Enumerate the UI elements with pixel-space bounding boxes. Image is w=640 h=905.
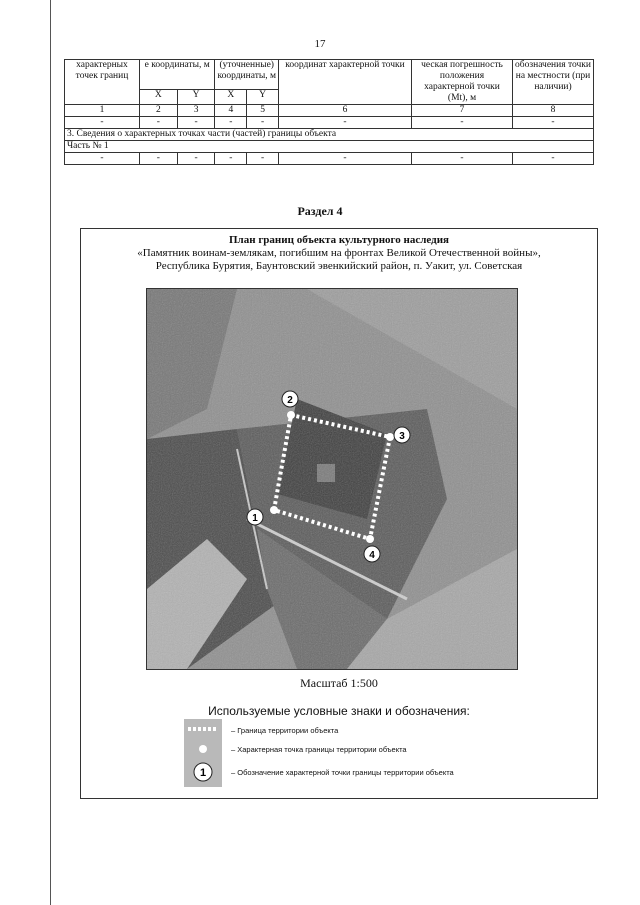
table-cell: - — [412, 153, 513, 165]
boundary-point-1 — [270, 506, 278, 514]
point-label-4: 4 — [369, 550, 375, 561]
margin-line — [50, 0, 51, 905]
table-header-cell: е координаты, м — [140, 60, 215, 90]
legend-item: – Обозначение характерной точки границы территории объекта — [231, 768, 454, 777]
point-label-2: 2 — [287, 395, 293, 406]
table-row — [65, 141, 594, 153]
map-image — [147, 289, 517, 669]
table-cell: - — [215, 153, 247, 165]
table-cell: 4 — [215, 105, 247, 117]
plan-subtitle-line: «Памятник воинам-землякам, погибшим на фронтах Великой Отечественной войны», — [137, 247, 541, 259]
table-row — [65, 129, 594, 141]
table-cell: - — [513, 117, 594, 129]
table-cell: - — [513, 153, 594, 165]
point-label-1: 1 — [252, 513, 258, 524]
table-cell: 1 — [65, 105, 140, 117]
table-cell: 3 — [177, 105, 215, 117]
table-cell: - — [215, 117, 247, 129]
plan-title: План границ объекта культурного наследия — [229, 234, 449, 246]
table-cell: - — [247, 153, 279, 165]
table-row — [65, 117, 594, 129]
coordinates-table — [64, 59, 594, 165]
table-cell: - — [279, 153, 412, 165]
table-cell: - — [140, 117, 178, 129]
table-section-heading: 3. Сведения о характерных точках части (частей) границы объекта — [65, 129, 594, 141]
table-cell: 7 — [412, 105, 513, 117]
table-cell: - — [177, 153, 215, 165]
boundary-plan — [80, 228, 598, 799]
table-part-label: Часть № 1 — [65, 141, 594, 153]
boundary-point-3 — [386, 433, 394, 441]
table-header-cell: обозначения точки на местности (при наличии) — [513, 60, 594, 105]
table-cell: 6 — [279, 105, 412, 117]
table-cell: - — [177, 117, 215, 129]
boundary-point-2 — [287, 411, 295, 419]
table-sub-y: Y — [247, 89, 279, 104]
table-cell: - — [65, 153, 140, 165]
legend-symbols — [184, 719, 222, 787]
legend-title: Используемые условные знаки и обозначения: — [208, 704, 470, 718]
table-cell: 8 — [513, 105, 594, 117]
legend-marker-number: 1 — [199, 767, 207, 779]
table-cell: - — [247, 117, 279, 129]
table-header-cell: ческая погрешность положения характерной точки (Mt), м — [412, 60, 513, 105]
table-row — [65, 105, 594, 117]
table-header-cell: характерных точек границ — [65, 60, 140, 105]
table-header-row — [65, 60, 594, 90]
table-sub-y: Y — [177, 89, 215, 104]
boundary-point-4 — [366, 535, 374, 543]
legend-item: – Граница территории объекта — [231, 726, 339, 735]
point-label-3: 3 — [399, 431, 405, 442]
table-cell: 5 — [247, 105, 279, 117]
table-sub-x: X — [215, 89, 247, 104]
aerial-map — [146, 288, 518, 670]
plan-subtitle-line: Республика Бурятия, Баунтовский эвенкийский район, п. Уакит, ул. Советская — [155, 260, 523, 272]
section-title: Раздел 4 — [297, 204, 343, 218]
table-cell: 2 — [140, 105, 178, 117]
table-cell: - — [140, 153, 178, 165]
map-scale: Масштаб 1:500 — [300, 676, 378, 690]
table-header-cell: (уточненные) координаты, м — [215, 60, 279, 90]
table-sub-x: X — [140, 89, 178, 104]
plan-subtitle — [81, 247, 597, 273]
table-cell: - — [279, 117, 412, 129]
table-header-cell: координат характерной точки — [279, 60, 412, 105]
table-cell: - — [412, 117, 513, 129]
page-number: 17 — [314, 38, 326, 50]
table-row — [65, 153, 594, 165]
legend-item: – Характерная точка границы территории объекта — [231, 745, 407, 754]
table-cell: - — [65, 117, 140, 129]
point-dot-icon — [199, 745, 207, 753]
